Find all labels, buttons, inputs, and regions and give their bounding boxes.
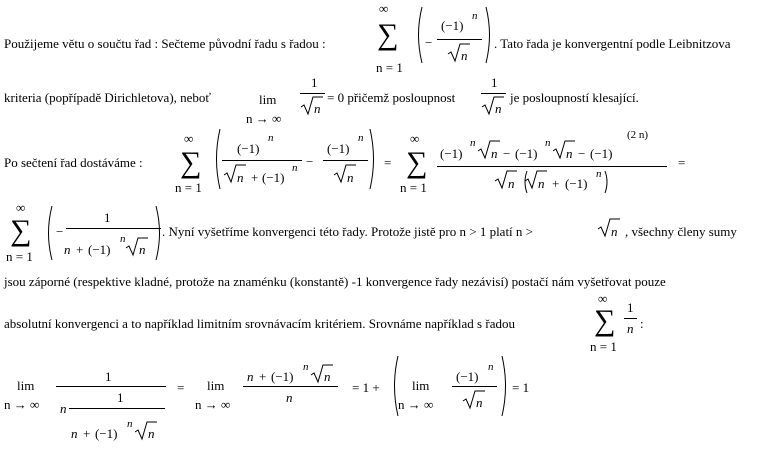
infinity-label: ∞ [379, 1, 389, 16]
denominator-n: n [64, 242, 71, 257]
sum-symbol: ∑ [406, 146, 428, 179]
exponent-n: n [545, 137, 551, 149]
exponent-n: n [470, 137, 476, 149]
numerator-minus-one: (−1) [515, 146, 538, 161]
sqrt-n: n [139, 242, 146, 257]
minus-sign: − [425, 35, 433, 50]
minus-sign: − [503, 146, 511, 161]
equals-sign: = [384, 155, 392, 170]
sum-lower-limit: n = 1 [6, 249, 33, 264]
fraction-bar [66, 228, 161, 229]
exponent-n: n [268, 132, 274, 144]
fraction-bar [243, 386, 338, 387]
right-paren [484, 6, 494, 68]
fraction-bar [69, 408, 165, 409]
minus-one-power: (−1) [95, 426, 118, 441]
left-paren [44, 205, 54, 265]
exponent-n: n [488, 361, 494, 373]
lim-subscript: n → ∞ [195, 397, 231, 412]
frac-numerator-one: 1 [311, 75, 318, 90]
fraction-bar [452, 386, 497, 387]
sum-lower-limit: n = 1 [376, 60, 403, 75]
lim-subscript: n → ∞ [4, 397, 40, 412]
denominator-n: n [627, 321, 634, 336]
exponent-n: n [303, 361, 309, 373]
line4-text-after: . Nyní vyšetříme konvergenci této řady. Protože jistě pro n > 1 platí n > [162, 224, 534, 239]
line3-text-before: Po sečtení řad dostáváme : [4, 155, 143, 170]
plus-sign: + [251, 170, 259, 185]
numerator-minus-one: (−1) [440, 146, 463, 161]
minus-sign: − [306, 154, 314, 169]
minus-one-power: (−1) [565, 176, 588, 191]
sqrt-n: n [237, 170, 244, 185]
minus-one-power: (−1) [271, 369, 294, 384]
sqrt-n: n [476, 395, 483, 410]
fraction-bar [300, 93, 325, 94]
minus-one-power: (−1) [88, 242, 111, 257]
fraction-bar [481, 93, 506, 94]
sum-symbol: ∑ [180, 146, 202, 179]
sqrt-n: n [491, 146, 498, 161]
sqrt-n: n [611, 224, 618, 239]
line6-text-after: : [640, 316, 644, 331]
plus-sign: + [259, 369, 267, 384]
line2-text-after: je posloupností klesající. [510, 90, 639, 105]
numerator-minus-one: (−1) [327, 141, 350, 156]
line4-text-after2: , všechny členy sumy [625, 224, 737, 239]
sqrt-n: n [566, 146, 573, 161]
infinity-label: ∞ [410, 131, 420, 146]
sqrt-n: n [508, 176, 515, 191]
line1-text-after: . Tato řada je konvergentní podle Leibnitzova [494, 36, 731, 51]
left-paren [414, 6, 424, 68]
lim-subscript: n → ∞ [246, 111, 282, 126]
frac-numerator-one: 1 [627, 300, 634, 315]
sqrt-n: n [461, 48, 468, 63]
fraction-bar [323, 160, 368, 161]
exponent-n: n [472, 10, 478, 22]
fraction-bar [222, 160, 302, 161]
fraction-bar [624, 318, 637, 319]
exponent-n: n [292, 162, 298, 174]
frac-numerator-one: 1 [104, 210, 111, 225]
plus-sign: + [552, 176, 560, 191]
fraction-bar [437, 166, 667, 167]
minus-one-power: (−1) [262, 170, 285, 185]
exponent-n: n [120, 233, 126, 245]
frac-numerator-one: 1 [491, 75, 498, 90]
exponent-n: n [358, 132, 364, 144]
line1-text-before: Použijeme větu o součtu řad : Sečteme původní řadu s řadou : [4, 36, 326, 51]
numerator-minus-one: (−1) [441, 18, 464, 33]
exponent-n: n [127, 418, 133, 430]
left-paren [212, 128, 222, 194]
right-paren [368, 128, 378, 194]
equals-one: = 1 [512, 380, 530, 395]
line2-text-before: kriteria (popřípadě Dirichletova), neboť [4, 90, 211, 105]
infinity-label: ∞ [16, 200, 26, 215]
lim-label: lim [17, 378, 35, 393]
right-paren [500, 355, 510, 421]
sqrt-n: n [324, 369, 331, 384]
exponent-n: n [596, 168, 602, 180]
denominator-n: n [71, 426, 78, 441]
equals-sign: = [678, 155, 686, 170]
infinity-label: ∞ [184, 131, 194, 146]
lim-label: lim [207, 378, 225, 393]
fraction-bar [56, 386, 166, 387]
right-paren [604, 170, 610, 198]
plus-sign: + [76, 242, 84, 257]
sum-lower-limit: n = 1 [175, 180, 202, 195]
numerator-minus-one: (−1) [237, 141, 260, 156]
minus-sign: − [578, 146, 586, 161]
sqrt-n: n [495, 101, 502, 116]
line6-text: absolutní konvergenci a to například limitním srovnávacím kritériem. Srovnáme například s řadou [4, 316, 515, 331]
sum-symbol: ∑ [10, 214, 32, 247]
plus-sign: + [83, 426, 91, 441]
minus-sign: − [56, 224, 64, 239]
sqrt-n: n [314, 101, 321, 116]
sum-lower-limit: n = 1 [400, 180, 427, 195]
equals-sign: = [177, 380, 185, 395]
numerator-minus-one: (−1) [590, 146, 613, 161]
denominator-n: n [60, 401, 67, 416]
equals-one-plus: = 1 + [352, 380, 380, 395]
sum-symbol: ∑ [377, 18, 399, 51]
frac-numerator-one: 1 [117, 390, 124, 405]
denominator-n: n [286, 390, 293, 405]
sqrt-n: n [148, 426, 155, 441]
lim-label: lim [412, 378, 430, 393]
sum-symbol: ∑ [594, 304, 616, 337]
fraction-bar [437, 39, 482, 40]
sqrt-n: n [538, 176, 545, 191]
exponent-two-n: (2 n) [627, 129, 649, 141]
line5-text: jsou záporné (respektive kladné, protože na znaménku (konstantě) -1 konvergence řady nezávisí) postačí nám vyšetřovat pouze [4, 274, 666, 289]
sqrt-n: n [347, 170, 354, 185]
lim-subscript: n → ∞ [398, 397, 434, 412]
numerator-minus-one: (−1) [456, 369, 479, 384]
lim-label: lim [259, 92, 277, 107]
frac-numerator-one: 1 [105, 369, 112, 384]
infinity-label: ∞ [598, 291, 608, 306]
sum-lower-limit: n = 1 [590, 339, 617, 354]
numerator-n: n [247, 369, 254, 384]
line2-text-middle: = 0 přičemž posloupnost [327, 90, 456, 105]
